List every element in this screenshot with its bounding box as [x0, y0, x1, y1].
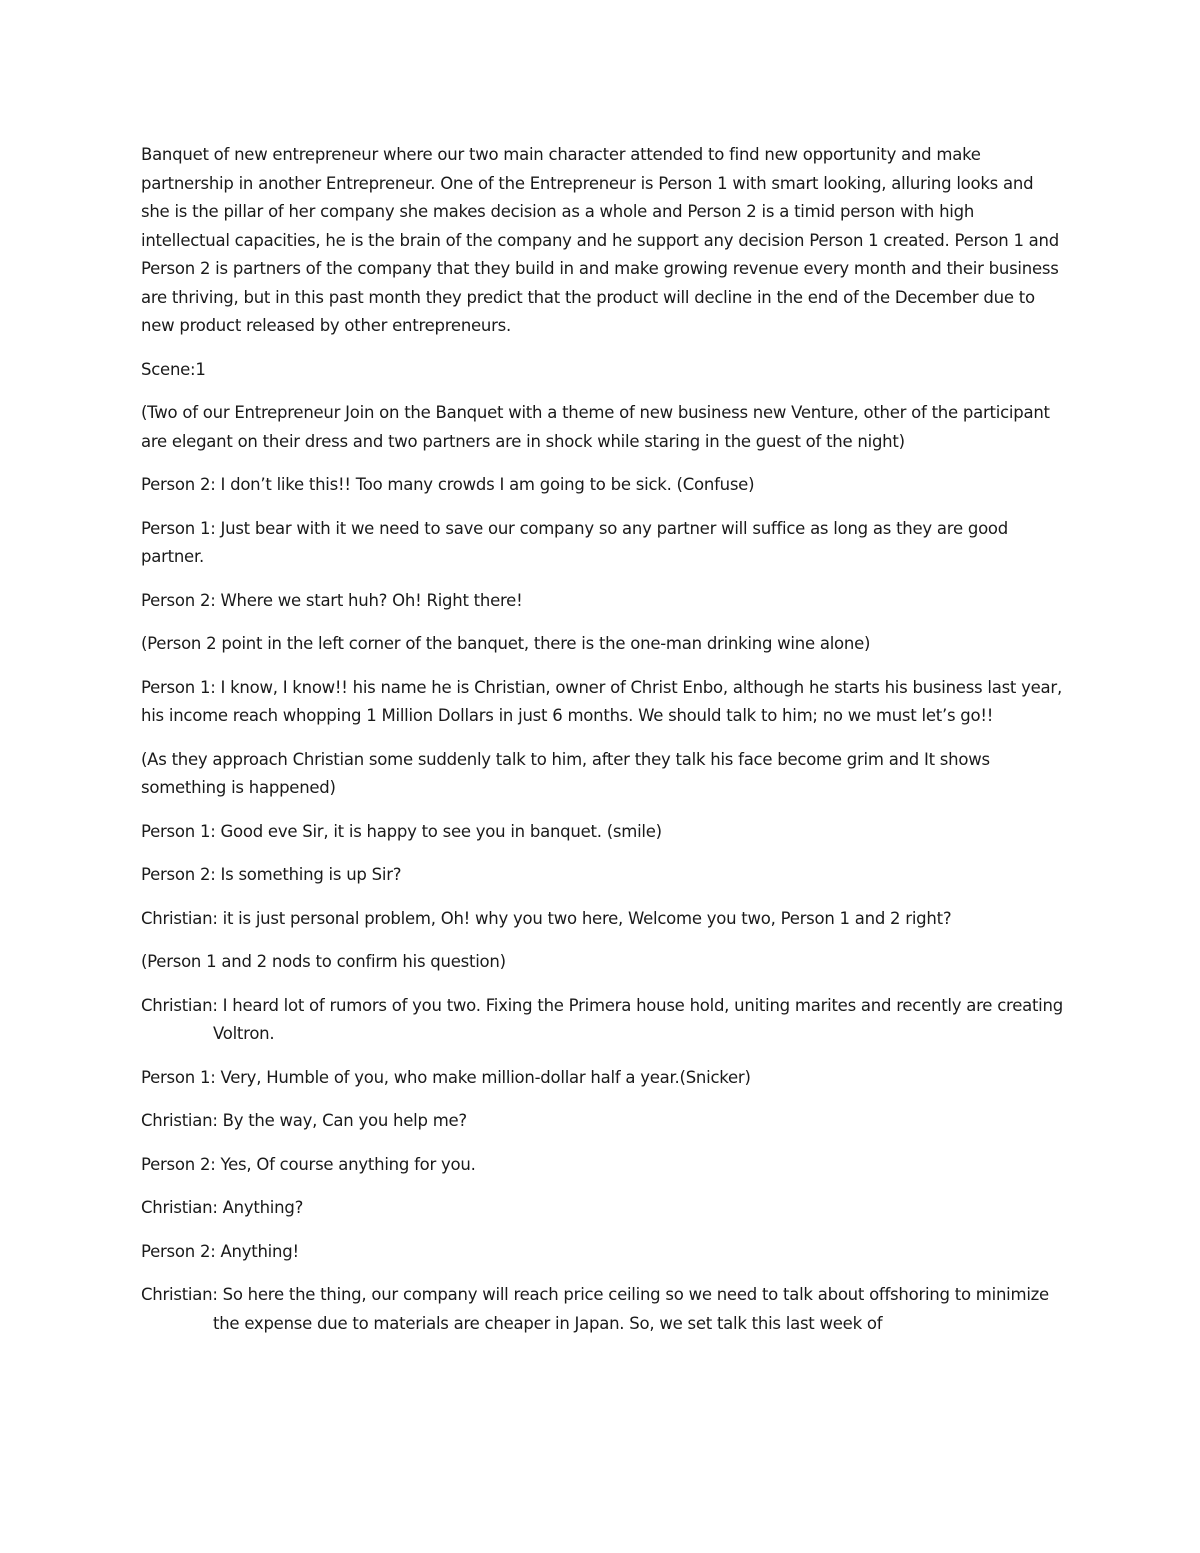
dialogue-line: Person 1: I know, I know!! his name he is Christian, owner of Christ Enbo, although he starts his business last year, his income reach whopping 1 Million Dollars in just 6 months. We should talk to him; no we must let’s go!! — [141, 677, 1062, 725]
dialogue-line: Person 2: Is something is up Sir? — [141, 865, 402, 884]
stage-direction: (Person 1 and 2 nods to confirm his question) — [141, 952, 506, 971]
dialogue-line: Person 2: Anything! — [141, 1241, 299, 1261]
dialogue-line: Christian: Anything? — [141, 1198, 304, 1217]
document-body — [141, 141, 1066, 1353]
dialogue-line: Person 2: I don’t like this!! Too many crowds I am going to be sick. (Confuse) — [141, 475, 755, 494]
dialogue-line: Christian: By the way, Can you help me? — [141, 1111, 467, 1130]
dialogue-line: Person 2: Where we start huh? Oh! Right there! — [141, 590, 523, 610]
scene-heading: Scene:1 — [141, 359, 206, 379]
dialogue-line: Person 1: Very, Humble of you, who make million-dollar half a year.(Snicker) — [141, 1067, 751, 1087]
stage-direction: (Person 2 point in the left corner of the banquet, there is the one-man drinking wine alone) — [141, 634, 871, 653]
dialogue-line: Person 1: Good eve Sir, it is happy to see you in banquet. (smile) — [141, 821, 662, 841]
dialogue-line: Christian: So here the thing, our company will reach price ceiling so we need to talk about offshoring to minimize the expense due to materials are cheaper in Japan. So, we set talk this last week of — [141, 1285, 1049, 1333]
intro-paragraph: Banquet of new entrepreneur where our two main character attended to find new opportunity and make partnership in another Entrepreneur. One of the Entrepreneur is Person 1 with smart looking, alluring looks and she is the pillar of her company she makes decision as a whole and Person 2 is a timid person with high intellectual capacities, he is the brain of the company and he support any decision Person 1 created. Person 1 and Person 2 is partners of the company that they build in and make growing revenue every month and their business are thriving, but in this past month they predict that the product will decline in the end of the December due to new product released by other entrepreneurs. — [141, 145, 1059, 335]
dialogue-line: Person 1: Just bear with it we need to save our company so any partner will suffice as long as they are good partner. — [141, 518, 1008, 566]
dialogue-line: Christian: it is just personal problem, Oh! why you two here, Welcome you two, Person 1 and 2 right? — [141, 908, 952, 928]
stage-direction: (As they approach Christian some suddenly talk to him, after they talk his face become grim and It shows something is happened) — [141, 749, 990, 797]
dialogue-line: Person 2: Yes, Of course anything for you. — [141, 1154, 476, 1174]
dialogue-line: Christian: I heard lot of rumors of you two. Fixing the Primera house hold, uniting marites and recently are creating Voltron. — [141, 995, 1063, 1043]
stage-direction: (Two of our Entrepreneur Join on the Banquet with a theme of new business new Venture, other of the participant are elegant on their dress and two partners are in shock while staring in the guest of the night) — [141, 403, 1050, 451]
